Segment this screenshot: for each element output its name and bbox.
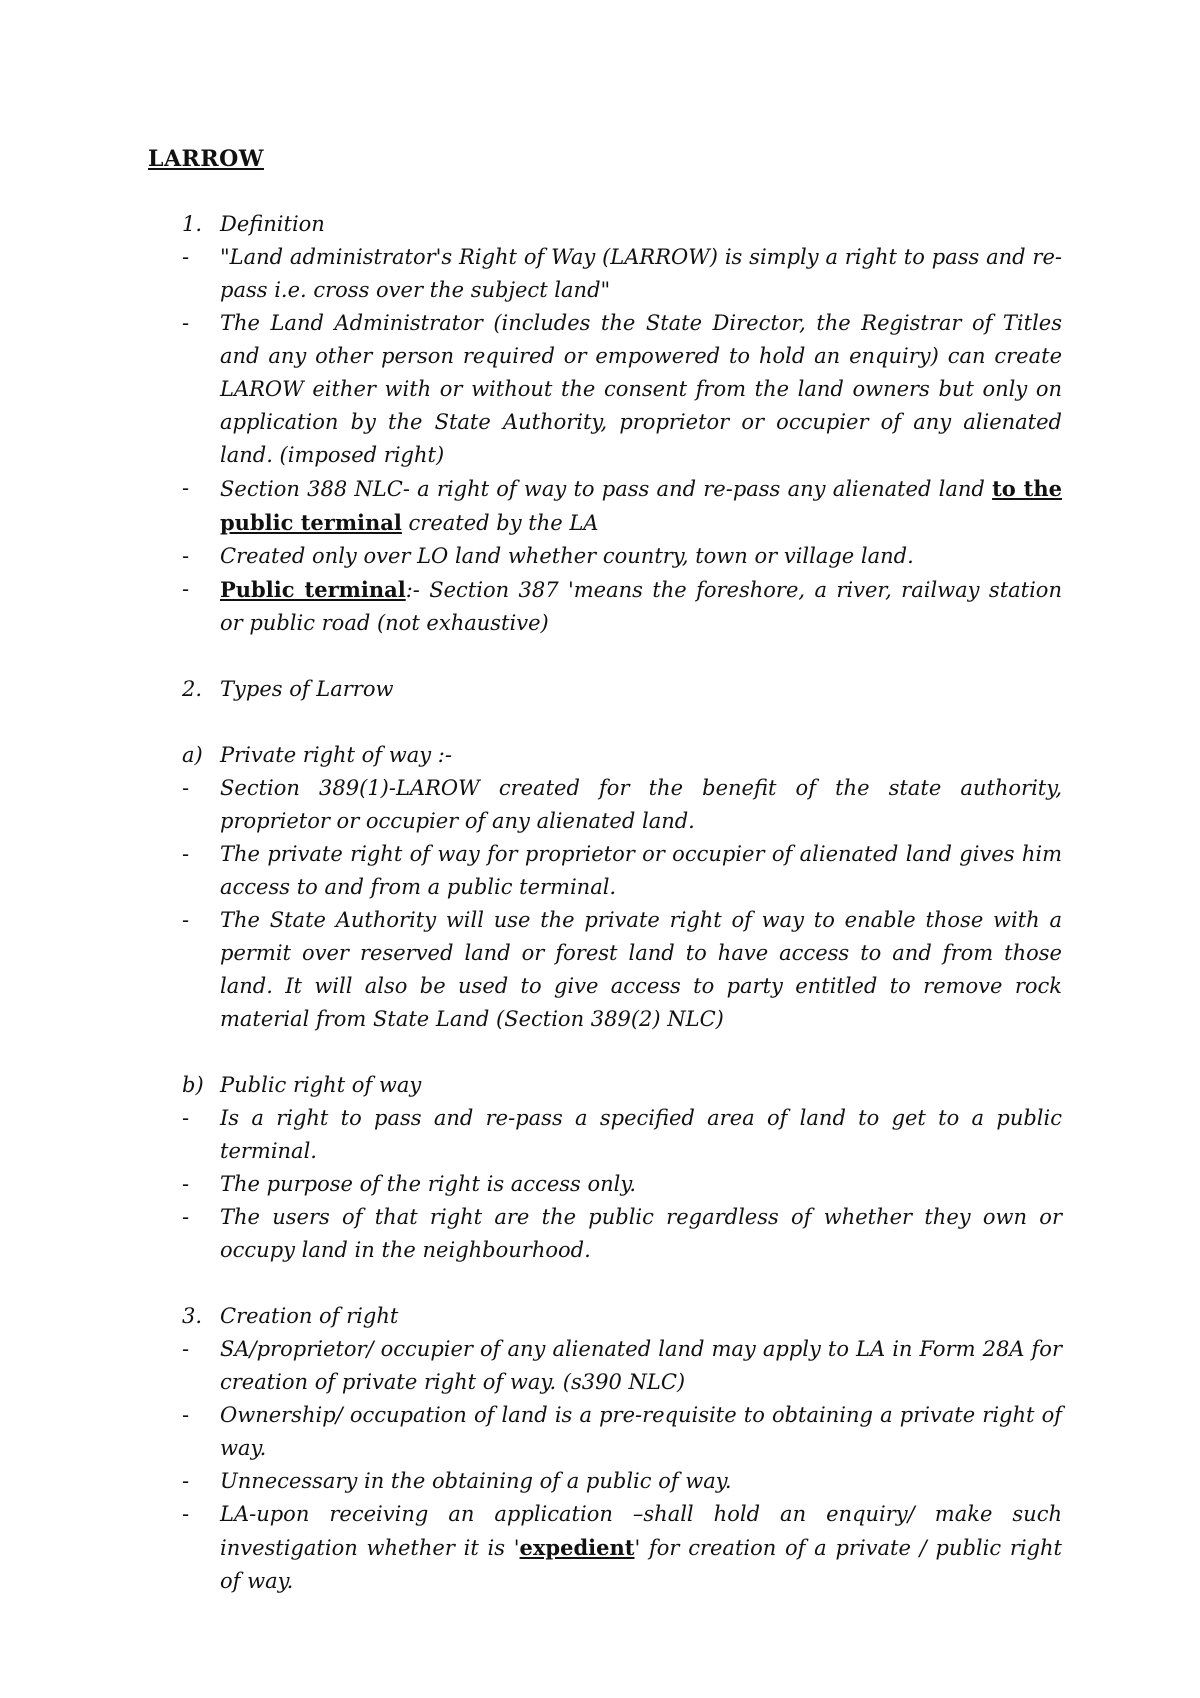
bullet-item (182, 1498, 1062, 1598)
section-title: Creation of right (220, 1304, 399, 1328)
bullet-marker: - (182, 1469, 190, 1493)
bullet-text: The users of that right are the public regardless of whether they own or occupy land in the neighbourhood. (220, 1205, 1062, 1262)
subsection-heading (182, 1069, 1062, 1102)
bullet-item (182, 904, 1062, 1036)
bullet-item (182, 1465, 1062, 1498)
bullet-marker: - (182, 1106, 190, 1130)
section-heading (182, 208, 1062, 241)
subsection-letter: a) (182, 743, 203, 767)
subsection-heading (182, 739, 1062, 772)
bullet-text-end: created by the LA (401, 511, 599, 535)
bullet-text-end: ' for creation of a private / public right of way. (220, 1536, 1062, 1593)
subsection-letter: b) (182, 1073, 204, 1097)
bullet-text: Created only over LO land whether country, town or village land. (220, 544, 914, 568)
section-number: 1. (182, 212, 203, 236)
bullet-text: Unnecessary in the obtaining of a public of way. (220, 1469, 732, 1493)
emphasis-text: Public terminal (220, 577, 406, 602)
emphasis-text: to the public terminal (220, 476, 1062, 535)
bullet-text-start: LA-upon receiving an application –shall hold an enquiry/ make such investigation whether it is ' (220, 1502, 1062, 1560)
bullet-item (182, 241, 1062, 307)
bullet-item (182, 838, 1062, 904)
bullet-marker: - (182, 544, 190, 568)
section-title: Definition (220, 212, 325, 236)
bullet-marker: - (182, 1337, 190, 1361)
bullet-marker: - (182, 1205, 190, 1229)
bullet-item (182, 307, 1062, 472)
bullet-text-end: :- Section 387 'means the foreshore, a river, railway station or public road (not exhaustive) (220, 578, 1062, 635)
bullet-item (182, 540, 1062, 573)
bullet-text-start: Section 388 NLC- a right of way to pass and re-pass any alienated land (220, 477, 993, 501)
bullet-text: The private right of way for proprietor or occupier of alienated land gives him access to and from a public terminal. (220, 842, 1062, 899)
bullet-text: The State Authority will use the private right of way to enable those with a permit over reserved land or forest land to have access to and from those land. It will also be used to give access to party entitled to remove rock material from State Land (Section 389(2) NLC) (220, 908, 1062, 1031)
bullet-marker: - (182, 1172, 190, 1196)
section-title: Types of Larrow (220, 677, 394, 701)
section-heading (182, 1300, 1062, 1333)
bullet-item (182, 573, 1062, 640)
section-heading (182, 673, 1062, 706)
bullet-marker: - (182, 311, 190, 335)
bullet-text: "Land administrator's Right of Way (LARROW) is simply a right to pass and re- pass i.e. cross over the subject land" (220, 245, 1062, 302)
document-body (182, 208, 1062, 1598)
bullet-item (182, 1201, 1062, 1267)
section-number: 3. (182, 1304, 203, 1328)
bullet-marker: - (182, 776, 190, 800)
bullet-marker: - (182, 245, 190, 269)
bullet-text: Ownership/ occupation of land is a pre-requisite to obtaining a private right of way. (220, 1403, 1062, 1460)
section-number: 2. (182, 677, 203, 701)
bullet-marker: - (182, 577, 190, 601)
bullet-marker: - (182, 842, 190, 866)
bullet-item (182, 772, 1062, 838)
emphasis-text: expedient (519, 1535, 635, 1560)
bullet-text: Is a right to pass and re-pass a specified area of land to get to a public terminal. (220, 1106, 1062, 1163)
bullet-text: The Land Administrator (includes the State Director, the Registrar of Titles and any other person required or empowered to hold an enquiry) can create LAROW either with or without the consent from the land owners but only on application by the State Authority, proprietor or occupier of any alienated land. (imposed right) (220, 311, 1062, 467)
subsection-title: Public right of way (220, 1073, 422, 1097)
bullet-marker: - (182, 1403, 190, 1427)
document-title: LARROW (148, 146, 264, 172)
bullet-item (182, 1333, 1062, 1399)
bullet-text: The purpose of the right is access only. (220, 1172, 637, 1196)
bullet-marker: - (182, 908, 190, 932)
bullet-item (182, 1168, 1062, 1201)
bullet-marker: - (182, 476, 190, 500)
bullet-text: Section 389(1)-LAROW created for the benefit of the state authority, proprietor or occupier of any alienated land. (220, 776, 1062, 833)
bullet-text: SA/proprietor/ occupier of any alienated land may apply to LA in Form 28A for creation of private right of way. (s390 NLC) (220, 1337, 1062, 1394)
bullet-item (182, 1102, 1062, 1168)
bullet-item (182, 472, 1062, 540)
subsection-title: Private right of way :- (220, 743, 452, 767)
bullet-item (182, 1399, 1062, 1465)
bullet-marker: - (182, 1502, 190, 1526)
